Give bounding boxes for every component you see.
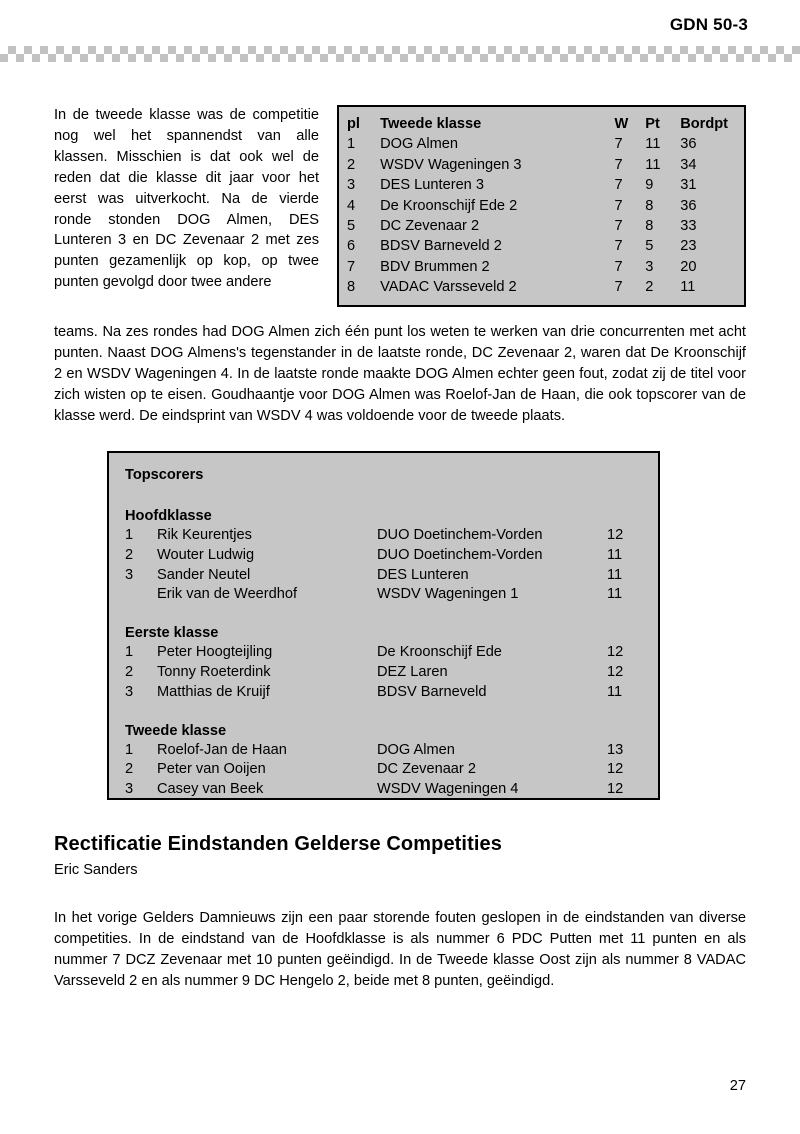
standings-cell-pt: 11 (645, 156, 661, 173)
topscorers-cell-score: 11 (607, 546, 623, 563)
topscorers-cell-rank: 2 (125, 761, 134, 778)
standings-cell-pt: 3 (645, 258, 654, 275)
topscorers-cell-name: Wouter Ludwig (157, 546, 255, 563)
topscorers-row (125, 760, 645, 780)
topscorers-cell-rank: 1 (125, 741, 134, 758)
standings-cell-bordpt: 34 (680, 156, 697, 173)
topscorers-title: Topscorers (125, 467, 204, 483)
standings-cell-pl: 2 (347, 156, 356, 173)
standings-cell-w: 7 (614, 177, 623, 194)
topscorers-groups (125, 506, 658, 800)
topscorers-cell-name: Roelof-Jan de Haan (157, 741, 287, 758)
topscorers-cell-rank: 2 (125, 546, 134, 563)
standings-cell-w: 7 (614, 258, 623, 275)
standings-row (338, 155, 745, 175)
checkered-divider-band (0, 46, 800, 62)
topscorers-row (125, 566, 645, 586)
standings-col-header-bordpt: Bordpt (680, 116, 729, 132)
standings-cell-pt: 9 (645, 177, 654, 194)
standings-table-body (338, 106, 745, 306)
standings-cell-w: 7 (614, 156, 623, 173)
topscorers-cell-rank: 2 (125, 663, 134, 680)
topscorers-cell-score: 12 (607, 663, 624, 680)
standings-cell-bordpt: 11 (680, 279, 696, 296)
topscorers-group-title: Hoofdklasse (125, 508, 212, 524)
topscorers-cell-club: WSDV Wageningen 4 (377, 781, 519, 798)
standings-cell-team: DES Lunteren 3 (380, 177, 484, 194)
standings-row (338, 175, 745, 195)
standings-cell-team: VADAC Varsseveld 2 (380, 279, 517, 296)
topscorers-cell-club: DC Zevenaar 2 (377, 761, 476, 778)
topscorers-cell-name: Casey van Beek (157, 781, 264, 798)
standings-cell-team: De Kroonschijf Ede 2 (380, 197, 518, 214)
standings-cell-w: 7 (614, 136, 623, 153)
topscorers-row (125, 546, 645, 566)
topscorers-cell-club: De Kroonschijf Ede (377, 644, 502, 661)
topscorers-cell-rank: 1 (125, 527, 134, 543)
standings-cell-pl: 1 (347, 136, 356, 153)
topscorers-group-table (125, 643, 645, 702)
standings-row (338, 277, 745, 305)
standings-cell-team: BDSV Barneveld 2 (380, 238, 502, 255)
standings-cell-pt: 5 (645, 238, 654, 255)
standings-table (337, 105, 746, 307)
topscorers-cell-score: 12 (607, 781, 624, 798)
standings-cell-team: BDV Brummen 2 (380, 258, 490, 275)
standings-cell-pl: 6 (347, 238, 356, 255)
standings-cell-pt: 8 (645, 218, 654, 235)
topscorers-group-table (125, 526, 645, 605)
standings-cell-pl: 3 (347, 177, 356, 194)
topscorers-group (125, 721, 658, 800)
standings-cell-pl: 8 (347, 279, 356, 296)
topscorers-cell-club: DUO Doetinchem-Vorden (377, 546, 543, 563)
section-author: Eric Sanders (54, 862, 138, 878)
standings-row (338, 134, 745, 154)
topscorers-row (125, 741, 645, 761)
page-header-title: GDN 50-3 (669, 15, 748, 34)
standings-col-header-pt: Pt (645, 116, 660, 132)
topscorers-cell-name: Peter Hoogteijling (157, 644, 273, 661)
topscorers-row (125, 526, 645, 546)
continuation-paragraph: teams. Na zes rondes had DOG Almen zich één punt los weten te werken van drie concurrenten met acht punten. Naast DOG Almens's tegenstander in de laatste ronde, DC Zevenaar 2, waren dat De Kroonschijf 2 en WSDV Wageningen 4. In de laatste ronde maakte DOG Almen echter geen fout, zodat zij de titel voor zich wisten op te eisen. Goudhaantje voor DOG Almen was Roelof-Jan de Haan, die ook topscorer van de klasse werd. De eindsprint van WSDV 4 was voldoende voor de tweede plaats. (54, 324, 746, 424)
page-header (0, 0, 800, 64)
topscorers-group-table (125, 741, 645, 800)
topscorers-cell-club: DUO Doetinchem-Vorden (377, 527, 543, 543)
section-heading: Rectificatie Eindstanden Gelderse Competities (54, 833, 502, 855)
intro-and-standings-block (54, 105, 746, 307)
standings-cell-team: DOG Almen (380, 136, 458, 153)
topscorers-cell-club: DEZ Laren (377, 663, 448, 680)
standings-cell-bordpt: 33 (680, 218, 697, 235)
standings-row (338, 196, 745, 216)
topscorers-cell-name: Tonny Roeterdink (157, 663, 271, 680)
standings-cell-pl: 5 (347, 218, 356, 235)
standings-cell-w: 7 (614, 279, 623, 296)
topscorers-panel-inner (109, 453, 658, 800)
topscorers-cell-name: Sander Neutel (157, 566, 251, 583)
standings-cell-bordpt: 36 (680, 197, 697, 214)
standings-cell-pt: 2 (645, 279, 654, 296)
topscorers-cell-rank (125, 585, 157, 605)
topscorers-panel (107, 451, 660, 800)
topscorers-row (125, 585, 645, 605)
topscorers-cell-name: Rik Keurentjes (157, 527, 252, 543)
topscorers-cell-name: Erik van de Weerdhof (157, 586, 298, 603)
page-number: 27 (729, 1078, 746, 1094)
standings-cell-bordpt: 20 (680, 258, 697, 275)
topscorers-cell-score: 12 (607, 527, 624, 543)
section-body-paragraph: In het vorige Gelders Damnieuws zijn een paar storende fouten geslopen in de eindstanden van diverse competities. In de eindstand van de Hoofdklasse is als nummer 6 PDC Putten met 11 punten en als nummer 7 DCZ Zevenaar met 10 punten geëindigd. In de Tweede klasse Oost zijn als nummer 8 VADAC Varsseveld 2 en als nummer 9 DC Hengelo 2, beide met 8 punten, geëindigd. (54, 910, 746, 989)
standings-row (338, 216, 745, 236)
standings-cell-w: 7 (614, 218, 623, 235)
standings-cell-pl: 4 (347, 197, 356, 214)
standings-col-header-w: W (614, 116, 629, 132)
standings-cell-bordpt: 36 (680, 136, 697, 153)
standings-header-row (338, 106, 745, 134)
topscorers-row (125, 643, 645, 663)
standings-cell-w: 7 (614, 238, 623, 255)
topscorers-group (125, 506, 658, 605)
topscorers-cell-rank: 3 (125, 566, 134, 583)
standings-col-header-pl: pl (347, 116, 360, 132)
standings-cell-bordpt: 23 (680, 238, 697, 255)
standings-cell-team: WSDV Wageningen 3 (380, 156, 522, 173)
topscorers-cell-score: 13 (607, 741, 624, 758)
topscorers-cell-score: 11 (607, 683, 623, 700)
standings-col-header-team: Tweede klasse (380, 116, 482, 132)
standings-cell-pt: 8 (645, 197, 654, 214)
topscorers-cell-club: WSDV Wageningen 1 (377, 586, 519, 603)
topscorers-cell-club: DES Lunteren (377, 566, 469, 583)
standings-cell-w: 7 (614, 197, 623, 214)
standings-row (338, 236, 745, 256)
standings-cell-pl: 7 (347, 258, 356, 275)
intro-paragraph: In de tweede klasse was de competitie nog wel het spannendst van alle klassen. Misschien is dat ook wel de reden dat die klasse dit jaar voor het eerst was uitverkocht. Na de vierde ronde stonden DOG Almen, DES Lunteren 3 en DC Zevenaar 2 met zes punten gezamenlijk op kop, op twee punten gevolgd door twee andere (54, 107, 319, 291)
topscorers-cell-name: Matthias de Kruijf (157, 683, 270, 700)
topscorers-group-title: Eerste klasse (125, 625, 219, 642)
topscorers-cell-score: 11 (607, 566, 623, 583)
topscorers-group-title: Tweede klasse (125, 722, 227, 739)
topscorers-cell-rank: 1 (125, 644, 134, 661)
topscorers-cell-rank: 3 (125, 781, 134, 798)
topscorers-cell-club: DOG Almen (377, 741, 455, 758)
topscorers-cell-score: 12 (607, 761, 624, 778)
topscorers-group (125, 623, 658, 702)
topscorers-row (125, 663, 645, 683)
topscorers-cell-rank: 3 (125, 683, 134, 700)
standings-cell-team: DC Zevenaar 2 (380, 218, 480, 235)
topscorers-cell-score: 12 (607, 644, 624, 661)
standings-row (338, 257, 745, 277)
standings-table-container (337, 105, 746, 307)
standings-cell-bordpt: 31 (680, 177, 697, 194)
topscorers-row (125, 683, 645, 703)
topscorers-cell-club: BDSV Barneveld (377, 683, 487, 700)
topscorers-cell-name: Peter van Ooijen (157, 761, 266, 778)
standings-cell-pt: 11 (645, 136, 661, 153)
topscorers-row (125, 780, 645, 800)
topscorers-cell-score: 11 (607, 586, 623, 603)
